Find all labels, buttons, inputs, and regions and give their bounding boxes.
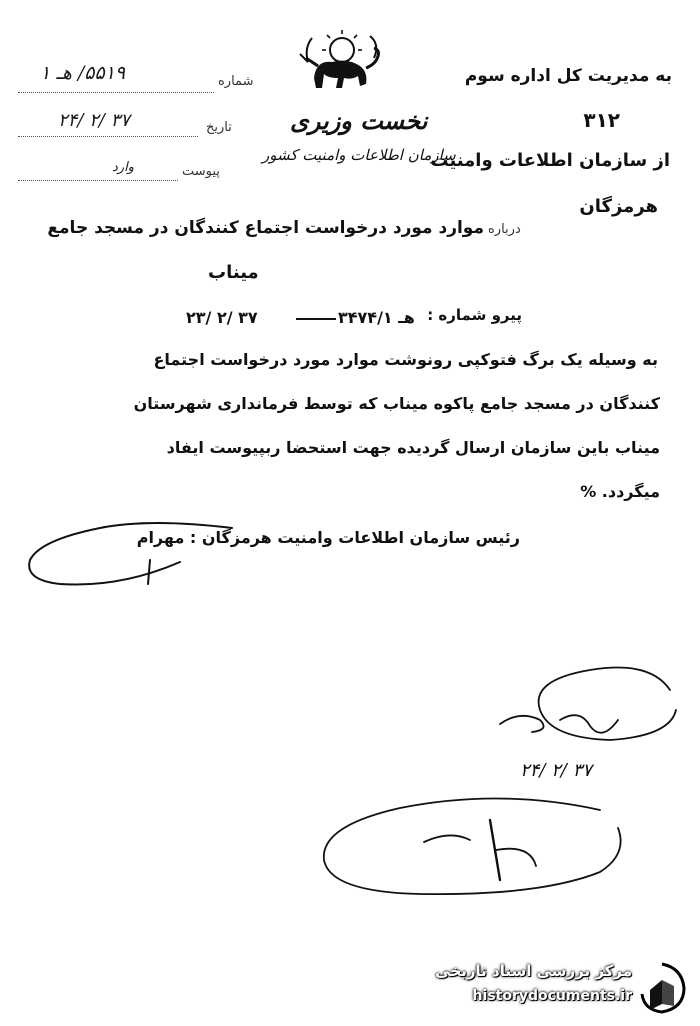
subject-line-2: میناب — [208, 262, 259, 283]
watermark-center-name: مرکز بررسی اسناد تاریخی — [435, 962, 632, 980]
watermark-logo-icon — [636, 960, 688, 1016]
subject-label: درباره — [488, 222, 521, 237]
attachment-label: پیوست — [182, 164, 220, 179]
body-line-3: میناب باین سازمان ارسال گردیده جهت استحضا ربپیوست ایفاد — [166, 438, 660, 457]
emblem-subtitle: سازمان اطلاعات وامنیت کشور — [262, 146, 456, 164]
signature-flourish — [0, 500, 240, 600]
reference-number: ۳۴۷۴/هـ ۱ — [338, 308, 415, 327]
reference-date: ۲۳/ ۲/ ۳۷ — [186, 308, 258, 327]
number-value: ۵۵۱۹/ هـ ۱ — [40, 62, 126, 84]
date-dotted-line — [18, 136, 198, 137]
reference-label: پیرو شماره : — [427, 306, 522, 324]
emblem-title: نخست وزیری — [290, 106, 428, 135]
body-line-4: میگردد. % — [580, 482, 660, 501]
reference-dash — [296, 318, 336, 320]
body-line-2: کنندگان در مسجد جامع پاکوه میناب که توسط فرمانداری شهرستان — [133, 394, 660, 413]
recipient-line: به مدیریت کل اداره سوم — [464, 66, 672, 86]
number-dotted-line — [18, 92, 214, 93]
sender-city: هرمزگان — [579, 196, 658, 217]
number-label: شماره — [218, 74, 254, 89]
marginal-date: ۲۴/ ۲/ ۳۷ — [520, 760, 592, 781]
recipient-code: ۳۱۲ — [583, 108, 620, 132]
body-line-1: به وسیله یک برگ فتوکپی رونوشت موارد مورد درخواست اجتماع — [153, 350, 658, 369]
sender-line: از سازمان اطلاعات وامنیت — [430, 150, 670, 171]
date-label: تاریخ — [206, 120, 232, 135]
watermark-url: historydocuments.ir — [472, 988, 632, 1004]
attachment-value: وارد — [112, 160, 134, 175]
lion-and-sun-emblem — [294, 28, 384, 98]
marginal-signature-lower — [300, 780, 630, 910]
signoff-line: رئیس سازمان اطلاعات وامنیت هرمزگان : مهرام — [136, 528, 520, 547]
date-value: ۲۴/ ۲/ ۳۷ — [58, 110, 130, 131]
subject-line-1: موارد مورد درخواست اجتماع کنندگان در مسجد جامع — [47, 218, 484, 238]
marginal-signature-upper — [440, 650, 690, 760]
attachment-dotted-line — [18, 180, 178, 181]
